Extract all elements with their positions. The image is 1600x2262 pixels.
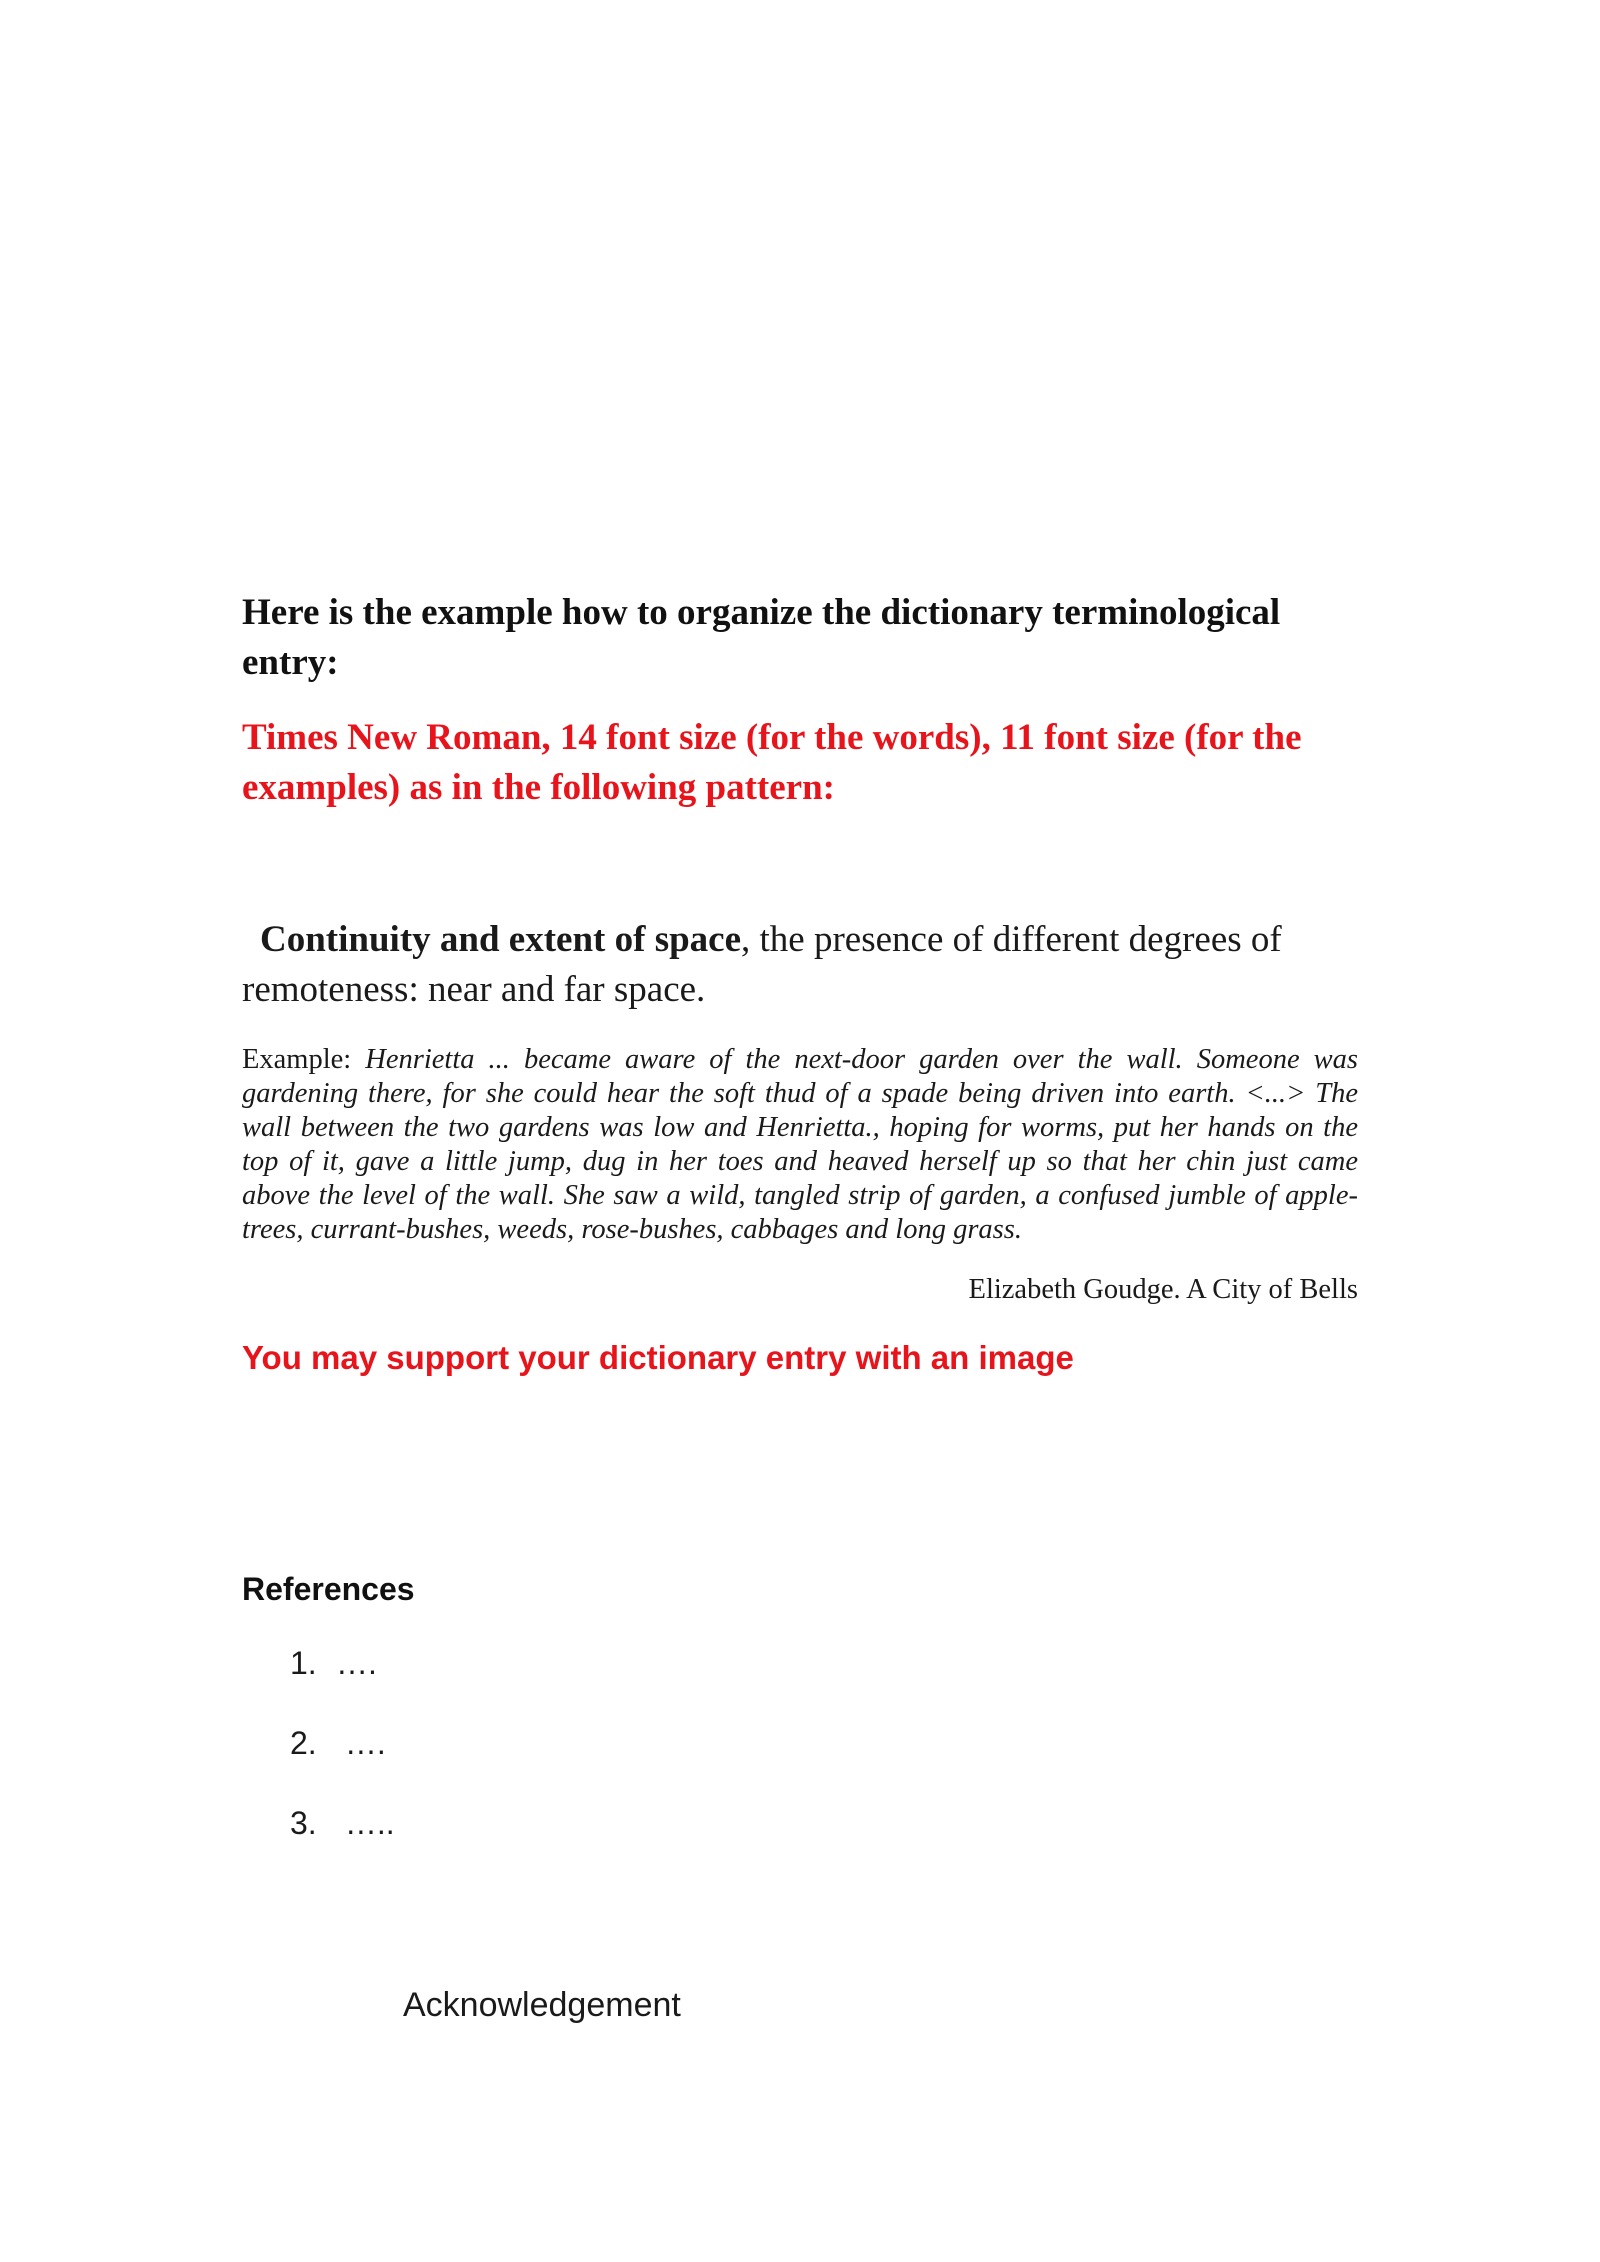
image-support-note: You may support your dictionary entry with an image: [242, 1339, 1074, 1376]
reference-text: ….: [336, 1645, 377, 1681]
reference-item: [290, 1801, 1358, 1845]
document-body: [242, 588, 1358, 1881]
acknowledgement-heading: Acknowledgement: [403, 1986, 681, 2024]
entry-definition: , the presence of different degrees of remoteness: near and far space.: [242, 919, 1282, 1010]
dictionary-entry: [242, 915, 1358, 1015]
reference-text: …..: [336, 1805, 395, 1841]
formatting-instruction: Times New Roman, 14 font size (for the words), 11 font size (for the examples) as in the following pattern:: [242, 717, 1302, 808]
reference-number: 3.: [290, 1805, 317, 1841]
references-title: References: [242, 1571, 415, 1607]
reference-number: 1.: [290, 1645, 317, 1681]
page-heading: Here is the example how to organize the dictionary terminological entry:: [242, 592, 1281, 683]
references-list: [242, 1641, 1358, 1845]
example-label: Example:: [242, 1044, 366, 1075]
example-quote: Henrietta ... became aware of the next-door garden over the wall. Someone was gardening there, for she could hear the soft thud of a spade being driven into earth. <...> The wall between the two gardens was low and Henrietta., hoping for worms, put her hands on the top of it, gave a little jump, dug in her toes and heaved herself up so that her chin just came above the level of the wall. She saw a wild, tangled strip of garden, a confused jumble of apple-trees, currant-bushes, weeds, rose-bushes, cabbages and long grass.: [242, 1044, 1358, 1245]
entry-example: [242, 1043, 1358, 1247]
example-source: Elizabeth Goudge. A City of Bells: [968, 1274, 1358, 1305]
reference-item: [290, 1641, 1358, 1685]
entry-term: Continuity and extent of space: [260, 919, 742, 960]
reference-number: 2.: [290, 1725, 317, 1761]
reference-item: [290, 1721, 1358, 1765]
reference-text: ….: [336, 1725, 386, 1761]
